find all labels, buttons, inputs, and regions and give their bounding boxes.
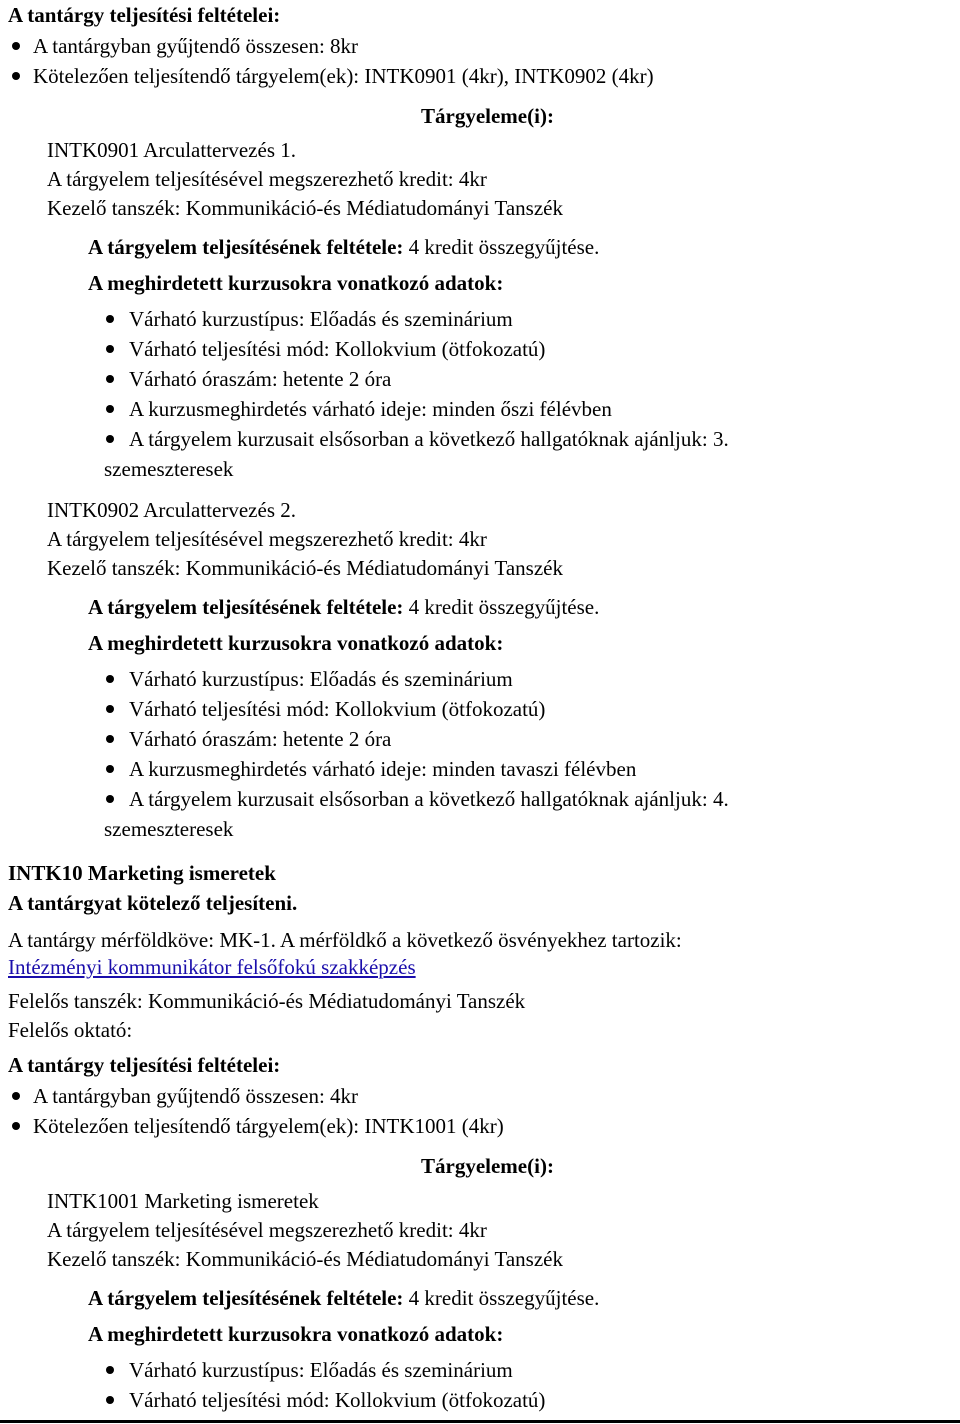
list-item: A tantárgyban gyűjtendő összesen: 4kr (33, 1084, 359, 1108)
bullet-icon (106, 1366, 114, 1374)
targyelem-title: INTK0902 Arculattervezés 2. (47, 498, 296, 522)
bullet-icon (106, 435, 114, 443)
adatok-heading: A meghirdetett kurzusokra vonatkozó adatok: (88, 271, 504, 295)
page-bottom-rule (0, 1420, 960, 1423)
list-item: A kurzusmeghirdetés várható ideje: minden őszi félévben (129, 397, 612, 421)
list-item: Várható teljesítési mód: Kollokvium (ötfokozatú) (129, 1388, 546, 1412)
list-item: A tárgyelem kurzusait elsősorban a következő hallgatóknak ajánljuk: 4. (129, 787, 729, 811)
targyelem-title: INTK1001 Marketing ismeretek (47, 1189, 319, 1213)
bullet-icon (106, 1396, 114, 1404)
course-path-link[interactable]: Intézményi kommunikátor felsőfokú szakképzés (8, 955, 416, 979)
bullet-icon (106, 405, 114, 413)
targyelem-title: INTK0901 Arculattervezés 1. (47, 138, 296, 162)
bullet-icon (12, 42, 20, 50)
targyelemek-heading: Tárgyeleme(i): (421, 104, 554, 128)
bullet-icon (106, 375, 114, 383)
targyelem-tanszek: Kezelő tanszék: Kommunikáció-és Médiatudományi Tanszék (47, 196, 563, 220)
list-item: A tantárgyban gyűjtendő összesen: 8kr (33, 34, 359, 58)
feltetel-value: 4 kredit összegyűjtése. (403, 1286, 600, 1310)
list-item: Várható kurzustípus: Előadás és szeminárium (129, 307, 513, 331)
targyelem-feltetel (88, 1285, 599, 1311)
list-item-continuation: szemeszteresek (104, 457, 234, 481)
course-instructor: Felelős oktató: (8, 1018, 133, 1042)
adatok-heading: A meghirdetett kurzusokra vonatkozó adatok: (88, 1322, 504, 1346)
targyelem-tanszek: Kezelő tanszék: Kommunikáció-és Médiatudományi Tanszék (47, 556, 563, 580)
list-item: Kötelezően teljesítendő tárgyelem(ek): INTK1001 (4kr) (33, 1114, 504, 1138)
adatok-heading: A meghirdetett kurzusokra vonatkozó adatok: (88, 631, 504, 655)
targyelem-kredit: A tárgyelem teljesítésével megszerezhető kredit: 4kr (47, 527, 487, 551)
bullet-icon (106, 315, 114, 323)
feltetel-label: A tárgyelem teljesítésének feltétele: (88, 595, 404, 619)
feltetelek-heading: A tantárgy teljesítési feltételei: (8, 3, 281, 27)
course-path-link-line (8, 954, 416, 980)
course-title: INTK10 Marketing ismeretek (8, 861, 276, 885)
feltetel-value: 4 kredit összegyűjtése. (403, 595, 600, 619)
list-item: Várható óraszám: hetente 2 óra (129, 367, 392, 391)
list-item: Várható óraszám: hetente 2 óra (129, 727, 392, 751)
course-mandatory: A tantárgyat kötelező teljesíteni. (8, 891, 298, 915)
feltetel-value: 4 kredit összegyűjtése. (403, 235, 600, 259)
bullet-icon (106, 345, 114, 353)
list-item: A tárgyelem kurzusait elsősorban a következő hallgatóknak ajánljuk: 3. (129, 427, 729, 451)
list-item: Kötelezően teljesítendő tárgyelem(ek): INTK0901 (4kr), INTK0902 (4kr) (33, 64, 654, 88)
bullet-icon (106, 675, 114, 683)
bullet-icon (106, 735, 114, 743)
bullet-icon (106, 765, 114, 773)
bullet-icon (106, 795, 114, 803)
feltetel-label: A tárgyelem teljesítésének feltétele: (88, 235, 404, 259)
bullet-icon (12, 1092, 20, 1100)
targyelem-tanszek: Kezelő tanszék: Kommunikáció-és Médiatudományi Tanszék (47, 1247, 563, 1271)
bullet-icon (12, 72, 20, 80)
list-item: A kurzusmeghirdetés várható ideje: minden tavaszi félévben (129, 757, 637, 781)
feltetel-label: A tárgyelem teljesítésének feltétele: (88, 1286, 404, 1310)
targyelem-kredit: A tárgyelem teljesítésével megszerezhető kredit: 4kr (47, 1218, 487, 1242)
list-item: Várható teljesítési mód: Kollokvium (ötfokozatú) (129, 697, 546, 721)
bullet-icon (106, 705, 114, 713)
course-milestone: A tantárgy mérföldköve: MK-1. A mérföldkő a következő ösvényekhez tartozik: (8, 928, 682, 952)
list-item: Várható kurzustípus: Előadás és szeminárium (129, 667, 513, 691)
list-item-continuation: szemeszteresek (104, 817, 234, 841)
targyelem-feltetel (88, 234, 599, 260)
course-department: Felelős tanszék: Kommunikáció-és Médiatudományi Tanszék (8, 989, 526, 1013)
feltetelek-heading: A tantárgy teljesítési feltételei: (8, 1053, 281, 1077)
bullet-icon (12, 1122, 20, 1130)
targyelem-feltetel (88, 594, 599, 620)
list-item: Várható teljesítési mód: Kollokvium (ötfokozatú) (129, 337, 546, 361)
targyelemek-heading: Tárgyeleme(i): (421, 1154, 554, 1178)
targyelem-kredit: A tárgyelem teljesítésével megszerezhető kredit: 4kr (47, 167, 487, 191)
list-item: Várható kurzustípus: Előadás és szeminárium (129, 1358, 513, 1382)
